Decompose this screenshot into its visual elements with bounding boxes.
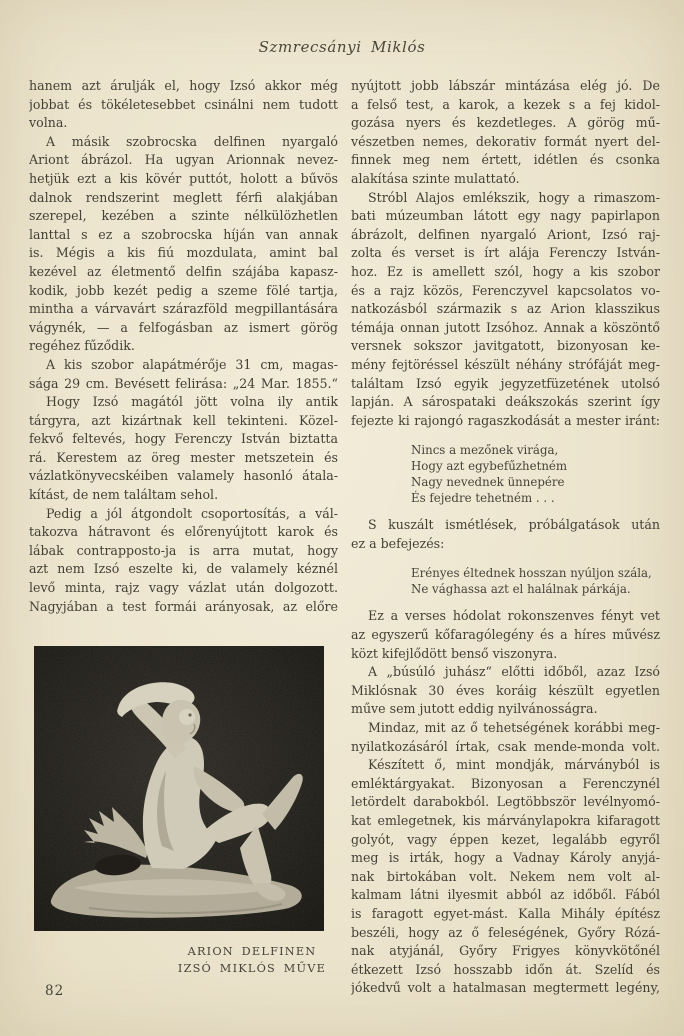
text-line: golyót, vagy éppen kezet, legalább egyről bbox=[351, 831, 660, 847]
sculpture-illustration bbox=[34, 646, 324, 931]
verse-line: Ne vághassa azt el halálnak párkája. bbox=[411, 582, 631, 597]
text-line: kezével az életmentő delfin szájába kapasz- bbox=[29, 263, 338, 279]
text-line: jobbat és tökéletesebbet csinálni nem tudott bbox=[29, 96, 338, 112]
text-line: témája onnan jutott Izsóhoz. Annak a köszöntő bbox=[351, 319, 660, 335]
text-line: ez a befejezés: bbox=[351, 535, 445, 551]
text-line: lábak contrapposto-ja is arra mutat, hogy bbox=[29, 542, 338, 558]
caption-line: IZSÓ MIKLÓS MŰVE bbox=[177, 961, 327, 975]
verse-line: Nincs a mezőnek virága, bbox=[411, 443, 559, 458]
text-line: is. Mégis a kis fiú mozdulata, amint bal bbox=[29, 245, 338, 261]
text-line: Ez a verses hódolat rokonszenves fényt vet bbox=[368, 608, 660, 624]
text-line: azt nem Izsó eszelte ki, de valamely kéznél bbox=[29, 561, 338, 577]
text-line: jókedvű volt a hatalmasan megtermett legény, bbox=[351, 980, 660, 996]
right-column-text bbox=[351, 77, 660, 998]
figure-caption bbox=[152, 944, 352, 977]
text-line: Mindaz, mit az ő tehetségének korábbi meg- bbox=[368, 720, 660, 736]
text-line: emléktárgyakat. Bizonyosan a Ferenczynél bbox=[351, 775, 660, 791]
text-line: találtam Izsó egyik jegyzetfüzetének utolsó bbox=[351, 375, 660, 391]
text-line: kodik, jobb kezét pedig a szeme fölé tartja, bbox=[29, 282, 338, 298]
text-line: hanem azt árulják el, hogy Izsó akkor még bbox=[29, 78, 338, 93]
text-line: zolta és verset is írt alája Ferenczy István- bbox=[351, 245, 660, 261]
text-line: közt kifejlődött benső viszonyra. bbox=[351, 645, 558, 661]
text-line: kat emlegetnek, kis márványlapokra kifaragott bbox=[351, 813, 660, 828]
text-line: nak atyjánál, Győry Frigyes könyvkötőnél bbox=[351, 943, 660, 959]
text-line: nyújtott jobb lábszár mintázása elég jó. De bbox=[351, 78, 660, 93]
text-line: szerepel, kezében a szinte nélkülözhetlen bbox=[29, 208, 338, 224]
text-line: vágynék, — a felfogásban az ismert görög bbox=[29, 319, 338, 335]
text-line: Készített ő, mint mondják, márványból is bbox=[368, 757, 660, 773]
text-line: hetjük ezt a kis kövér puttót, holott a bűvös bbox=[29, 170, 338, 186]
text-line: fekvő feltevés, hogy Ferenczy István biztatta bbox=[29, 431, 338, 447]
text-line: műve sem jutott eddig nyilvánosságra. bbox=[351, 701, 598, 717]
text-line: takozva hátravont és előrenyújtott karok és bbox=[29, 524, 338, 540]
text-line: beszéli, hogy az ő feleségének, Győry Rózá- bbox=[351, 924, 660, 940]
left-text-column bbox=[29, 77, 338, 977]
sculpture-photo bbox=[34, 646, 324, 931]
text-line: Hogy Izsó magától jött volna ily antik bbox=[46, 394, 338, 410]
verse-line: És fejedre tehetném . . . bbox=[411, 491, 555, 506]
text-line: levő minta, rajz vagy vázlat után dolgozott. bbox=[29, 580, 338, 596]
caption-line: ARION DELFINEN bbox=[187, 945, 317, 959]
verse-line: Hogy azt egybefűzhetném bbox=[411, 459, 568, 474]
right-text-column bbox=[351, 77, 660, 998]
left-column-text bbox=[29, 77, 338, 616]
text-line: mintha a várvavárt szárazföld megpillantására bbox=[29, 301, 338, 317]
text-line: tárgyra, azt kizártnak kell tekinteni. Közel- bbox=[29, 412, 338, 428]
text-line: Miklósnak 30 éves koráig készült egyetlen bbox=[351, 682, 660, 698]
text-line: kítást, de nem találtam sehol. bbox=[29, 487, 219, 503]
text-line: Stróbl Alajos emlékszik, hogy a rimaszom- bbox=[368, 189, 660, 205]
text-line: hoz. Ez is amellett szól, hogy a kis szobor bbox=[351, 263, 660, 279]
text-line: finnek meg nem értett, idétlen és csonka bbox=[351, 152, 660, 168]
text-line: meg is irták, hogy a Vadnay Károly anyjá- bbox=[351, 850, 660, 866]
text-line: gozása nyers és kezdetleges. A görög mű- bbox=[351, 115, 660, 131]
verse-block bbox=[411, 565, 660, 597]
text-line: kalmam látni ilyesmit abból az időből. Fából bbox=[351, 887, 660, 903]
text-line: bati múzeumban látott egy nagy papirlapon bbox=[351, 208, 660, 224]
text-line: és a rajz közös, Ferenczyvel kapcsolatos vo- bbox=[351, 282, 660, 298]
text-line: Nagyjában a test formái arányosak, az előre bbox=[29, 598, 338, 614]
text-line: regéhez fűződik. bbox=[29, 338, 135, 354]
text-line: fejezte ki rajongó ragaszkodását a mester iránt: bbox=[351, 412, 660, 428]
text-line: A másik szobrocska delfinen nyargaló bbox=[46, 133, 338, 149]
text-line: versnek sokszor javitgatott, bizonyosan ke- bbox=[351, 338, 660, 354]
text-line: volna. bbox=[29, 115, 68, 131]
text-line: A „búsúló juhász“ előtti időből, azaz Izsó bbox=[368, 664, 660, 680]
text-line: alakítása szinte mulattató. bbox=[351, 170, 520, 186]
text-line: letördelt darabokból. Legtöbbször levélnyomó- bbox=[351, 794, 660, 810]
text-line: a felső test, a karok, a kezek s a fej kidol- bbox=[351, 96, 660, 112]
text-line: vázlatkönyvecskéiben valamely hasonló átala- bbox=[29, 468, 338, 484]
figure bbox=[29, 646, 338, 977]
text-line: is faragott egyet-mást. Kalla Mihály építész bbox=[351, 905, 660, 921]
text-line: S kuszált ismétlések, próbálgatások után bbox=[368, 517, 660, 533]
page-number: 82 bbox=[45, 983, 65, 999]
text-line: A kis szobor alapátmérője 31 cm, magas- bbox=[46, 356, 338, 372]
text-line: vészetben nemes, dekorativ formát nyert del- bbox=[351, 133, 660, 149]
text-line: sága 29 cm. Bevésett felirása: „24 Mar. 1855.“ bbox=[29, 375, 338, 391]
text-line: dalnok rendszerint meglett férfi alakjában bbox=[29, 189, 338, 205]
verse-line: Nagy nevednek ünnepére bbox=[411, 475, 565, 490]
text-line: mény fejtöréssel készült néhány strófáját meg- bbox=[351, 356, 660, 372]
running-header: Szmrecsányi Miklós bbox=[258, 38, 426, 56]
text-line: rá. Kerestem az öreg mester metszetein és bbox=[29, 449, 338, 465]
verse-block bbox=[411, 442, 660, 506]
text-line: ábrázolt, delfinen nyargaló Ariont, Izsó raj- bbox=[351, 226, 660, 242]
text-line: natkozásból származik s az Arion klasszikus bbox=[351, 301, 660, 317]
text-line: nak birtokában volt. Nekem nem volt al- bbox=[351, 868, 660, 884]
text-line: az egyszerű kőfaragólegény és a híres művész bbox=[351, 627, 660, 643]
text-line: Ariont ábrázol. Ha ugyan Arionnak nevez- bbox=[29, 152, 338, 168]
text-line: Pedig a jól átgondolt csoportosítás, a vál- bbox=[46, 505, 338, 521]
text-line: lanttal s ez a szobrocska híján van annak bbox=[29, 226, 338, 242]
text-line: étkezett Izsó hosszabb időn át. Szelíd és bbox=[351, 961, 660, 977]
text-line: nyilatkozásáról írtak, csak mende-monda volt. bbox=[351, 738, 660, 754]
text-line: lapján. A sárospataki deákszokás szerint így bbox=[351, 394, 660, 410]
verse-line: Erényes éltednek hosszan nyúljon szála, bbox=[411, 566, 652, 581]
